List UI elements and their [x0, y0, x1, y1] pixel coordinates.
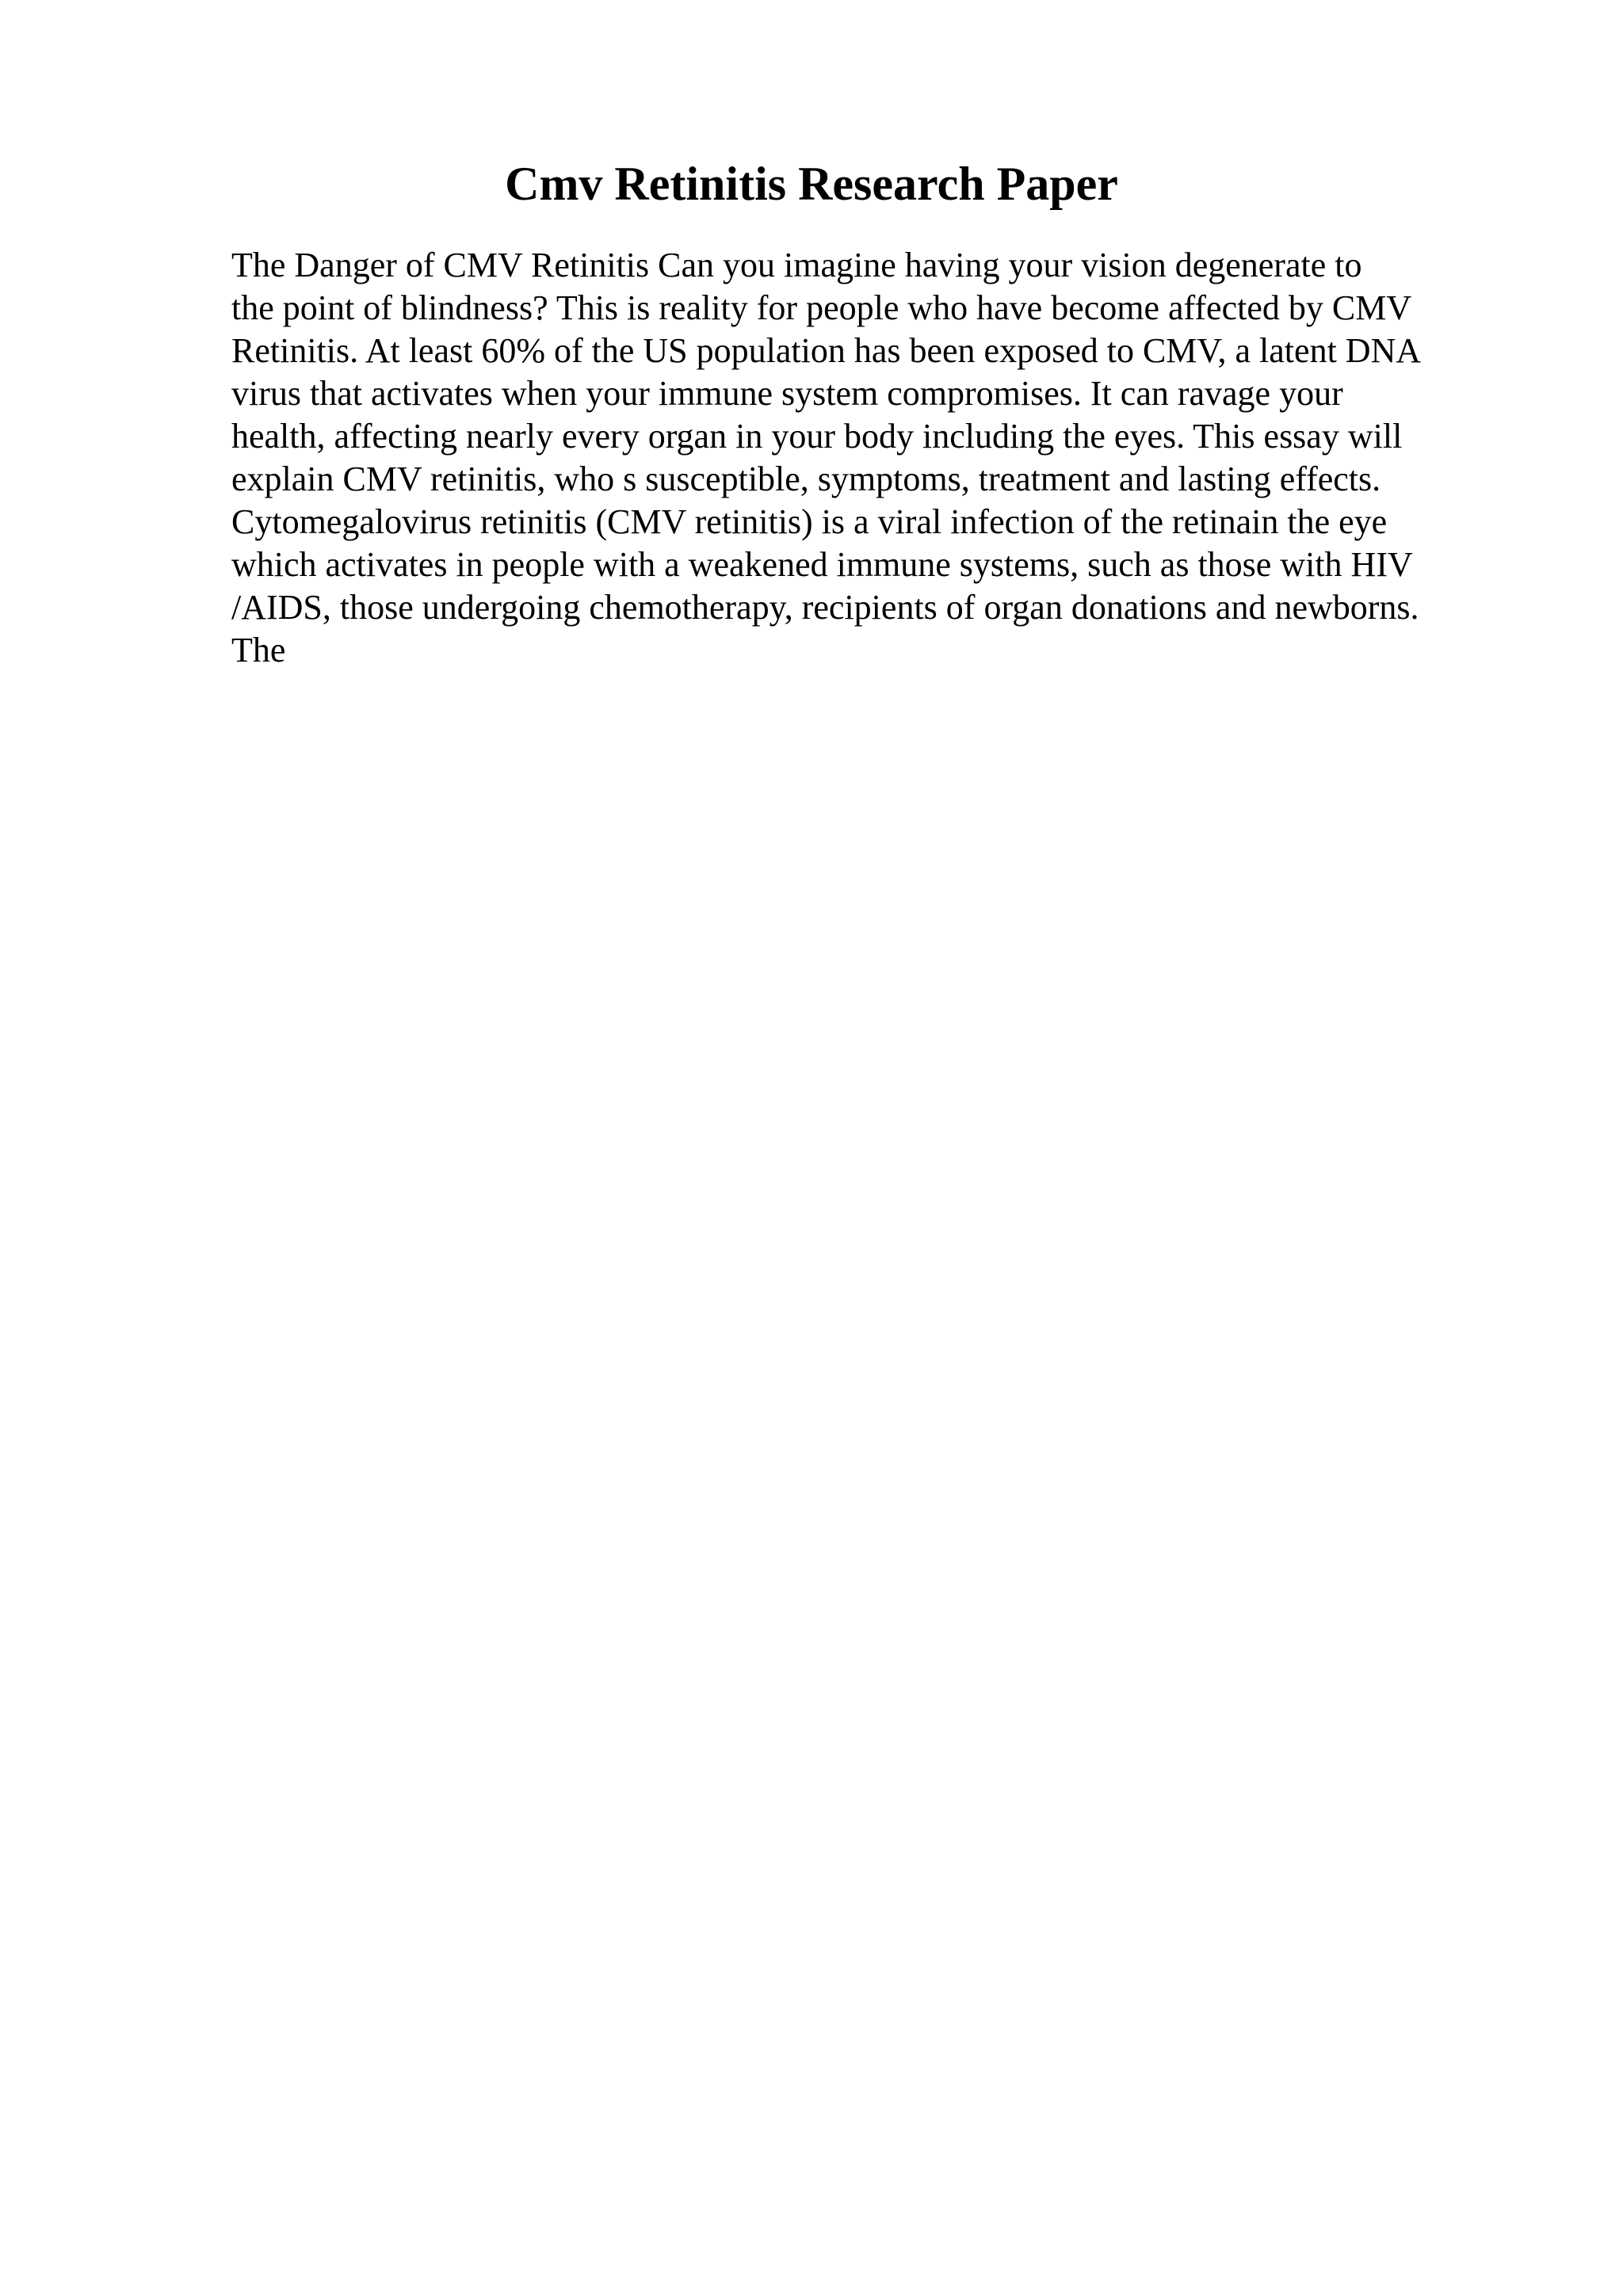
body-paragraph [231, 244, 1515, 672]
text-line: The [231, 631, 286, 669]
text-line: which activates in people with a weakened immune systems, such as those with HIV [231, 545, 1413, 584]
text-line: /AIDS, those undergoing chemotherapy, recipients of organ donations and newborns. [231, 588, 1419, 627]
text-line: explain CMV retinitis, who s susceptible, symptoms, treatment and lasting effects. [231, 460, 1381, 498]
text-line: health, affecting nearly every organ in your body including the eyes. This essay will [231, 417, 1403, 456]
text-line: The Danger of CMV Retinitis Can you imagine having your vision degenerate to [231, 246, 1362, 284]
text-line: Cytomegalovirus retinitis (CMV retinitis) is a viral infection of the retinain the eye [231, 502, 1388, 541]
text-line: the point of blindness? This is reality for people who have become affected by CMV [231, 288, 1412, 327]
text-line: virus that activates when your immune system compromises. It can ravage your [231, 374, 1343, 413]
page-title: Cmv Retinitis Research Paper [505, 158, 1118, 210]
text-line: Retinitis. At least 60% of the US population has been exposed to CMV, a latent DNA [231, 331, 1422, 370]
